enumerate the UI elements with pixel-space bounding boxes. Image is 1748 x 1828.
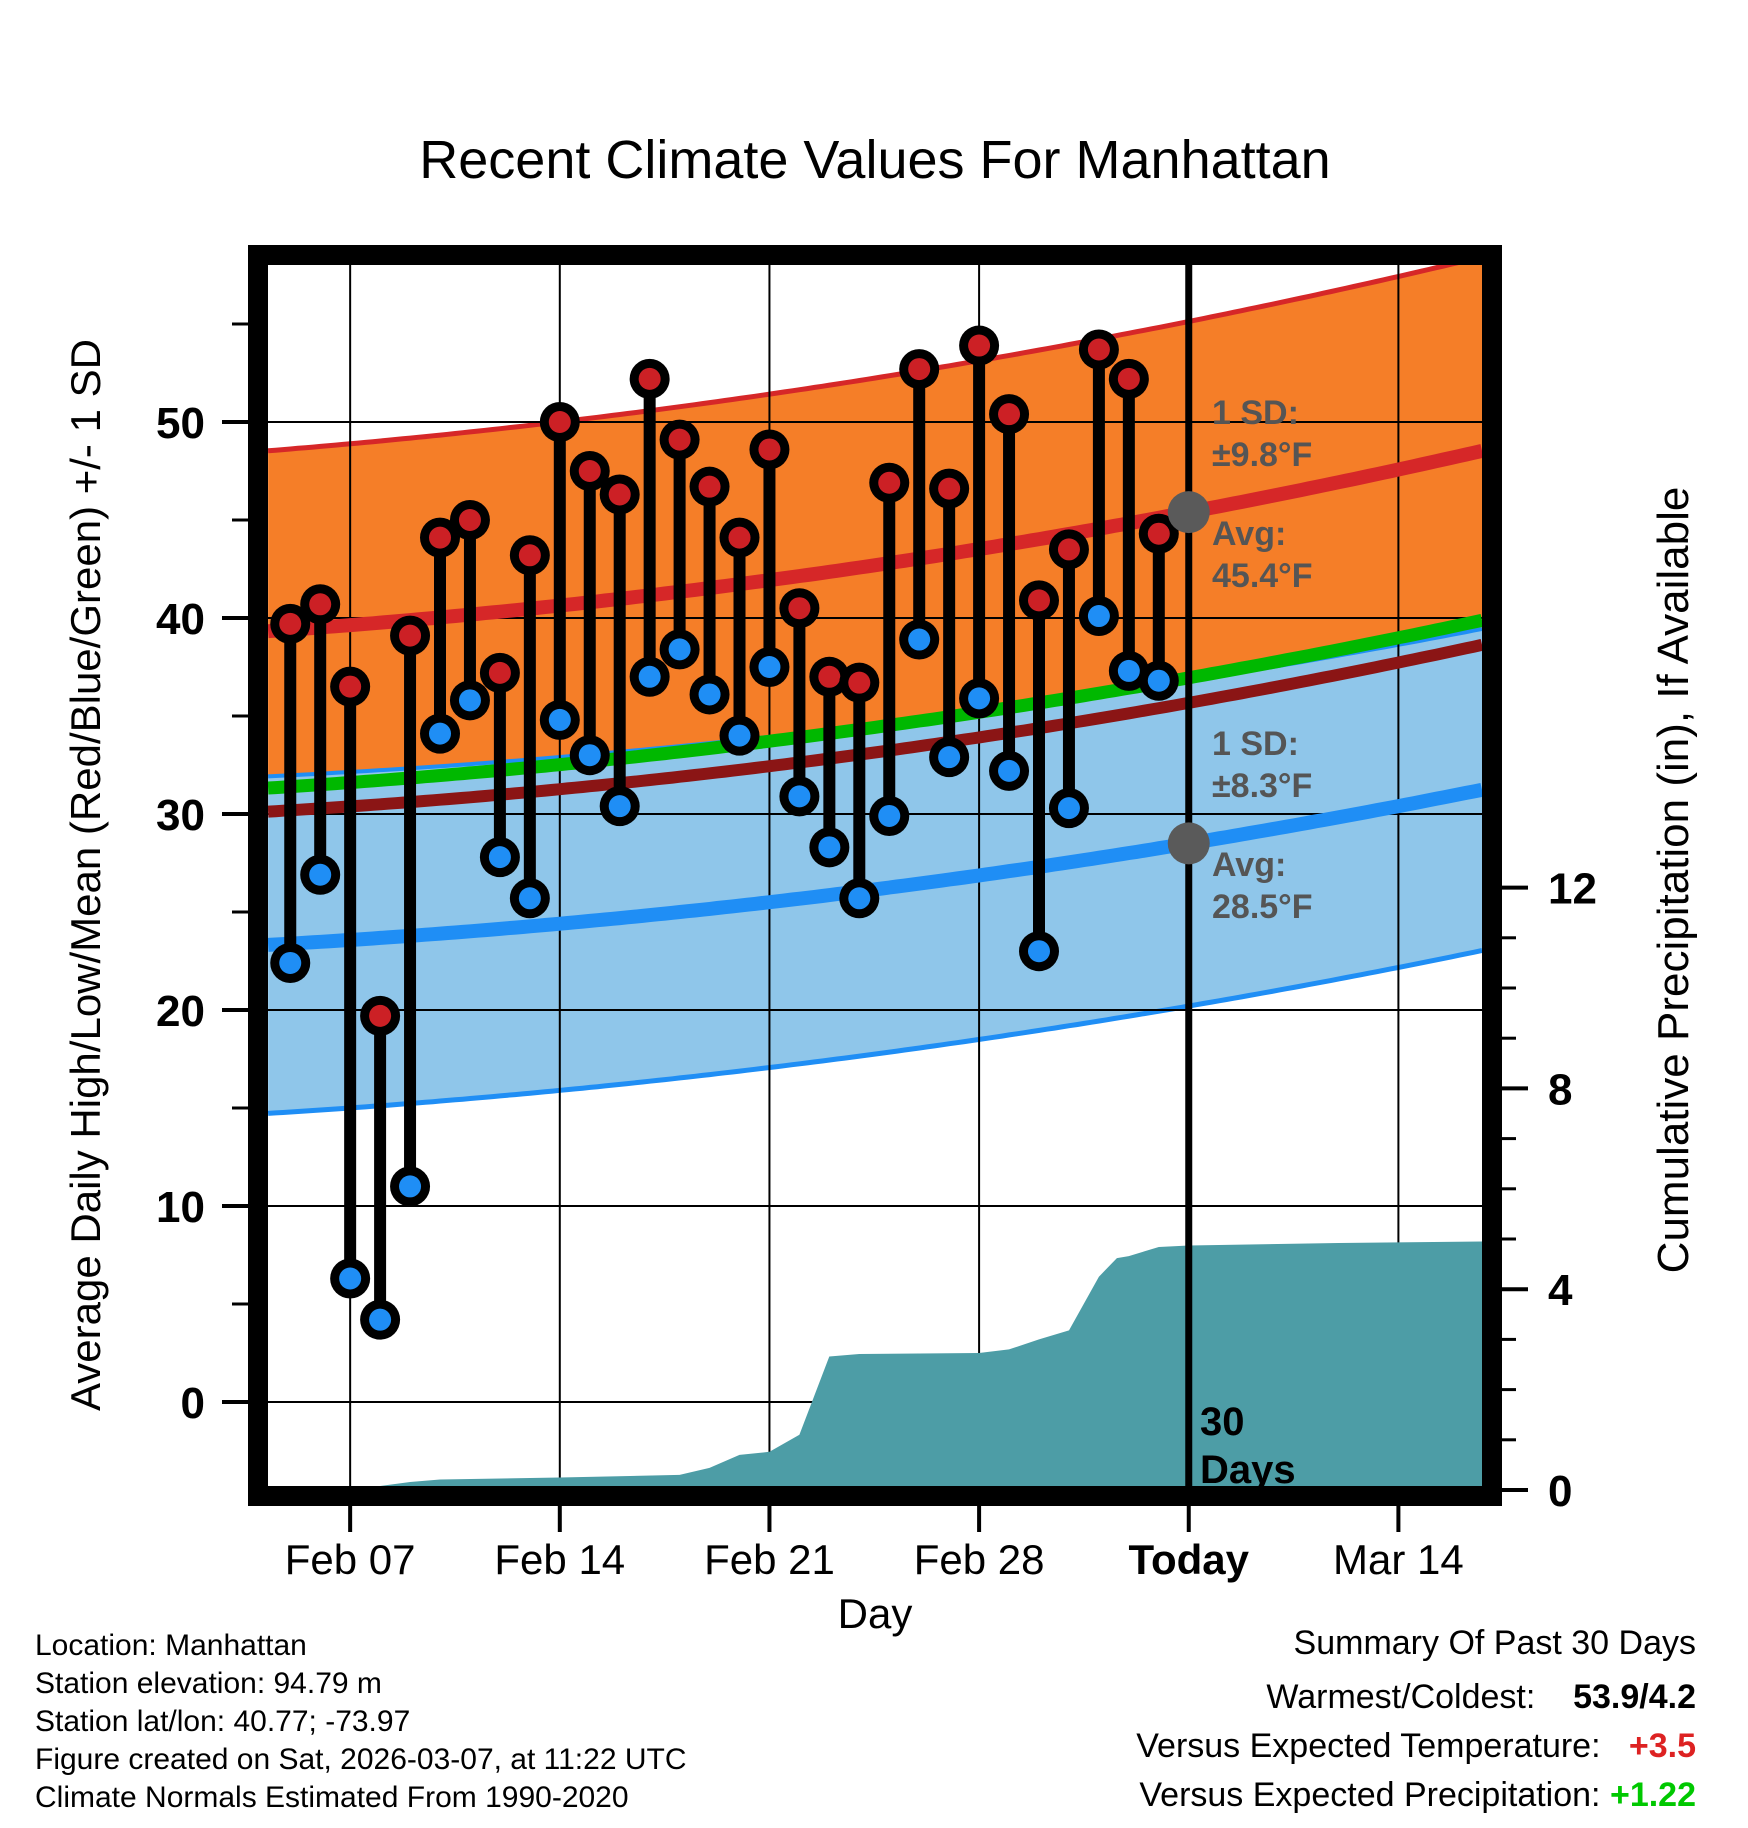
low-dot [1058, 797, 1080, 819]
y-right-tick-label: 4 [1548, 1266, 1573, 1316]
low-dot [968, 687, 990, 709]
low-dot [279, 952, 301, 974]
low-dot [549, 709, 571, 731]
y-right-tick-label: 8 [1548, 1065, 1573, 1115]
y-left-tick-label: 10 [156, 1183, 205, 1232]
summary-row-vs-precipitation [1139, 1776, 1696, 1814]
low-dot [908, 629, 930, 651]
low-dot [1028, 940, 1050, 962]
high-dot [1028, 589, 1050, 611]
y-left-axis-title: Average Daily High/Low/Mean (Red/Blue/Green) +/- 1 SD [62, 339, 109, 1411]
x-tick-label: Feb 21 [704, 1536, 835, 1583]
high-dot [549, 411, 571, 433]
high-dot [279, 613, 301, 635]
high-dot [699, 476, 721, 498]
high-sd-label-line1: 1 SD: [1212, 394, 1299, 432]
low-dot [758, 656, 780, 678]
high-dot [818, 666, 840, 688]
high-dot [609, 484, 631, 506]
y-right-tick-label: 0 [1548, 1467, 1573, 1516]
high-avg-label-line2: 45.4°F [1212, 557, 1313, 595]
period-label-line1: 30 [1200, 1400, 1245, 1444]
period-label-line2: Days [1200, 1448, 1296, 1492]
high-dot [429, 527, 451, 549]
low-dot [309, 864, 331, 886]
low-sd-label-line1: 1 SD: [1212, 725, 1299, 763]
low-dot [848, 887, 870, 909]
high-dot [788, 597, 810, 619]
high-avg-label-line1: Avg: [1212, 515, 1287, 553]
today-avg-low-marker [1168, 822, 1210, 864]
y-left-tick-label: 30 [156, 791, 205, 840]
high-dot [579, 460, 601, 482]
high-dot [669, 429, 691, 451]
high-dot [848, 672, 870, 694]
low-dot [489, 846, 511, 868]
high-dot [1058, 538, 1080, 560]
summary-block [1136, 1624, 1696, 1814]
y-right-axis-title: Cumulative Precipitation (in), If Available [1649, 486, 1698, 1274]
high-dot [399, 625, 421, 647]
high-dot [459, 509, 481, 531]
high-dot [968, 335, 990, 357]
low-dot [729, 725, 751, 747]
low-dot [998, 760, 1020, 782]
low-dot [579, 744, 601, 766]
low-dot [369, 1309, 391, 1331]
low-avg-label-line1: Avg: [1212, 846, 1287, 884]
low-dot [639, 666, 661, 688]
x-tick-label: Feb 14 [494, 1536, 626, 1583]
low-dot [339, 1268, 361, 1290]
cumulative-precip-fill [290, 1242, 1482, 1487]
x-axis-title: Day [837, 1590, 913, 1637]
footer-created: Figure created on Sat, 2026-03-07, at 11:22 UTC [35, 1743, 687, 1776]
low-dot [938, 746, 960, 768]
high-dot [489, 662, 511, 684]
summary-row-warmest-coldest [1266, 1678, 1696, 1716]
high-dot [938, 478, 960, 500]
high-dot [1148, 523, 1170, 545]
low-dot [1118, 660, 1140, 682]
y-left-tick-label: 40 [156, 595, 205, 644]
high-dot [519, 544, 541, 566]
y-left-tick-label: 0 [180, 1379, 205, 1428]
footer-info [35, 1629, 687, 1814]
footer-normals: Climate Normals Estimated From 1990-2020 [35, 1781, 629, 1814]
footer-location: Location: Manhattan [35, 1629, 307, 1662]
high-dot [339, 676, 361, 698]
high-dot [309, 593, 331, 615]
high-dot [639, 368, 661, 390]
low-dot [519, 887, 541, 909]
summary-value: 53.9/4.2 [1573, 1678, 1696, 1716]
low-dot [878, 805, 900, 827]
summary-label: Versus Expected Temperature: [1136, 1727, 1601, 1765]
high-dot [998, 403, 1020, 425]
y-left-tick-label: 50 [156, 399, 205, 448]
high-dot [758, 438, 780, 460]
low-dot [1088, 605, 1110, 627]
low-avg-label-line2: 28.5°F [1212, 888, 1313, 926]
high-dot [1118, 368, 1140, 390]
footer-elevation: Station elevation: 94.79 m [35, 1667, 382, 1700]
high-dot [729, 527, 751, 549]
chart-title: Recent Climate Values For Manhattan [419, 130, 1331, 190]
low-dot [459, 689, 481, 711]
y-left-tick-label: 20 [156, 987, 205, 1036]
summary-title: Summary Of Past 30 Days [1293, 1624, 1696, 1662]
footer-latlon: Station lat/lon: 40.77; -73.97 [35, 1705, 411, 1738]
summary-row-vs-temperature [1136, 1727, 1696, 1765]
summary-label: Warmest/Coldest: [1266, 1678, 1536, 1716]
high-dot [1088, 338, 1110, 360]
low-sd-label-line2: ±8.3°F [1212, 767, 1313, 805]
high-dot [369, 1005, 391, 1027]
low-dot [1148, 670, 1170, 692]
today-avg-high-marker [1168, 491, 1210, 533]
low-dot [699, 683, 721, 705]
low-dot [609, 795, 631, 817]
x-tick-label: Feb 07 [284, 1536, 416, 1583]
y-right-tick-label: 12 [1548, 864, 1597, 914]
low-dot [788, 785, 810, 807]
x-tick-label: Today [1128, 1536, 1250, 1583]
summary-value: +3.5 [1628, 1727, 1696, 1765]
low-dot [818, 836, 840, 858]
low-dot [429, 723, 451, 745]
high-dot [878, 472, 900, 494]
high-dot [908, 358, 930, 380]
cumulative-precip-area [290, 1242, 1482, 1487]
low-dot [669, 638, 691, 660]
summary-value: +1.22 [1609, 1776, 1696, 1814]
summary-label: Versus Expected Precipitation: [1139, 1776, 1601, 1814]
x-tick-label: Feb 28 [913, 1536, 1045, 1583]
x-tick-label: Mar 14 [1333, 1536, 1464, 1583]
high-sd-label-line2: ±9.8°F [1212, 436, 1313, 474]
low-dot [399, 1175, 421, 1197]
